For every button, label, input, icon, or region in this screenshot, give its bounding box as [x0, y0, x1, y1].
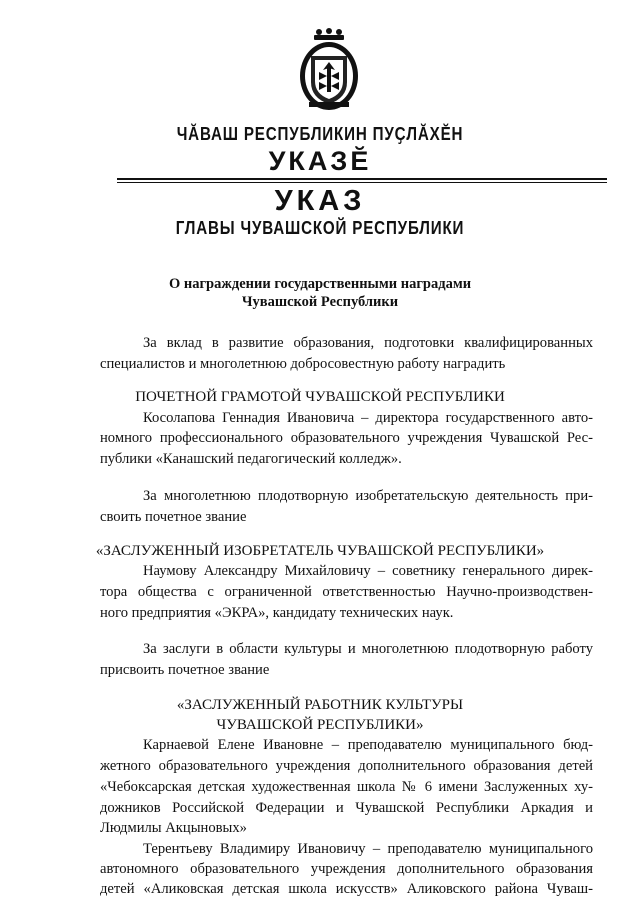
paragraph-line: номного профессионального образовательного учреждения Чувашской Рес-	[100, 430, 593, 446]
paragraph-line: Косолапова Геннадия Ивановича – директора государственного авто-	[143, 410, 593, 426]
paragraph-line: За многолетнюю плодотворную изобретательскую деятельность при-	[143, 488, 593, 504]
header-divider-thin	[117, 182, 607, 183]
paragraph-line: За вклад в развитие образования, подготовки квалифицированных	[143, 335, 593, 351]
paragraph-line: присвоить почетное звание	[100, 662, 270, 678]
paragraph-line: За заслуги в области культуры и многолетнюю плодотворную работу	[143, 641, 593, 657]
paragraph-line: Наумову Александру Михайловичу – советнику генерального дирек-	[143, 563, 593, 579]
paragraph-line: Карнаевой Елене Ивановне – преподавателю муниципального бюд-	[143, 737, 593, 753]
paragraph-line: автономного образовательного учреждения дополнительного образования	[100, 861, 593, 877]
ukaz-title: УКАЗ	[274, 185, 366, 217]
paragraph-line: тора общества с ограниченной ответственностью Научно-производствен-	[100, 584, 593, 600]
decree-title	[0, 275, 640, 311]
paragraph-line: жетного образовательного учреждения дополнительного образования детей	[100, 758, 593, 774]
decree-title-line-1: О награждении государственными наградами	[168, 276, 472, 292]
paragraph-line: ного предприятия «ЭКРА», кандидату технических наук.	[100, 605, 454, 621]
paragraph-line: «Чебоксарская детская художественная школа № 6 имени Заслуженных ху-	[100, 779, 593, 795]
chuvash-header-line: ЧӐВАШ РЕСПУБЛИКИН ПУҪЛӐХӖН	[176, 123, 464, 144]
award-heading: ПОЧЕТНОЙ ГРАМОТОЙ ЧУВАШСКОЙ РЕСПУБЛИКИ	[135, 389, 505, 405]
paragraph-line: Терентьеву Владимиру Ивановичу – преподавателю муниципального	[143, 841, 593, 857]
award-heading: ЧУВАШСКОЙ РЕСПУБЛИКИ»	[216, 717, 424, 733]
header-divider-thick	[117, 178, 607, 180]
paragraph-line: детей «Аликовская детская школа искусств» Аликовского района Чуваш-	[100, 881, 593, 897]
award-heading: «ЗАСЛУЖЕННЫЙ РАБОТНИК КУЛЬТУРЫ	[176, 697, 464, 713]
decree-title-line-2: Чувашской Республики	[241, 294, 399, 310]
paragraph-line: Людмилы Акцыновых»	[100, 820, 247, 836]
award-heading: «ЗАСЛУЖЕННЫЙ ИЗОБРЕТАТЕЛЬ ЧУВАШСКОЙ РЕСПУБЛИКИ»	[95, 543, 545, 559]
paragraph-line: специалистов и многолетнюю добросовестную работу наградить	[100, 356, 506, 372]
glavy-subtitle: ГЛАВЫ ЧУВАШСКОЙ РЕСПУБЛИКИ	[175, 217, 465, 238]
coat-of-arms-emblem	[297, 26, 361, 114]
chuvash-ukaze-title: УКАЗӖ	[268, 146, 372, 176]
paragraph-line: своить почетное звание	[100, 509, 247, 525]
paragraph-line: публики «Канашский педагогический колледж».	[100, 451, 402, 467]
paragraph-line: дожников Российской Федерации и Чувашской Республики Аркадия и	[100, 800, 593, 816]
